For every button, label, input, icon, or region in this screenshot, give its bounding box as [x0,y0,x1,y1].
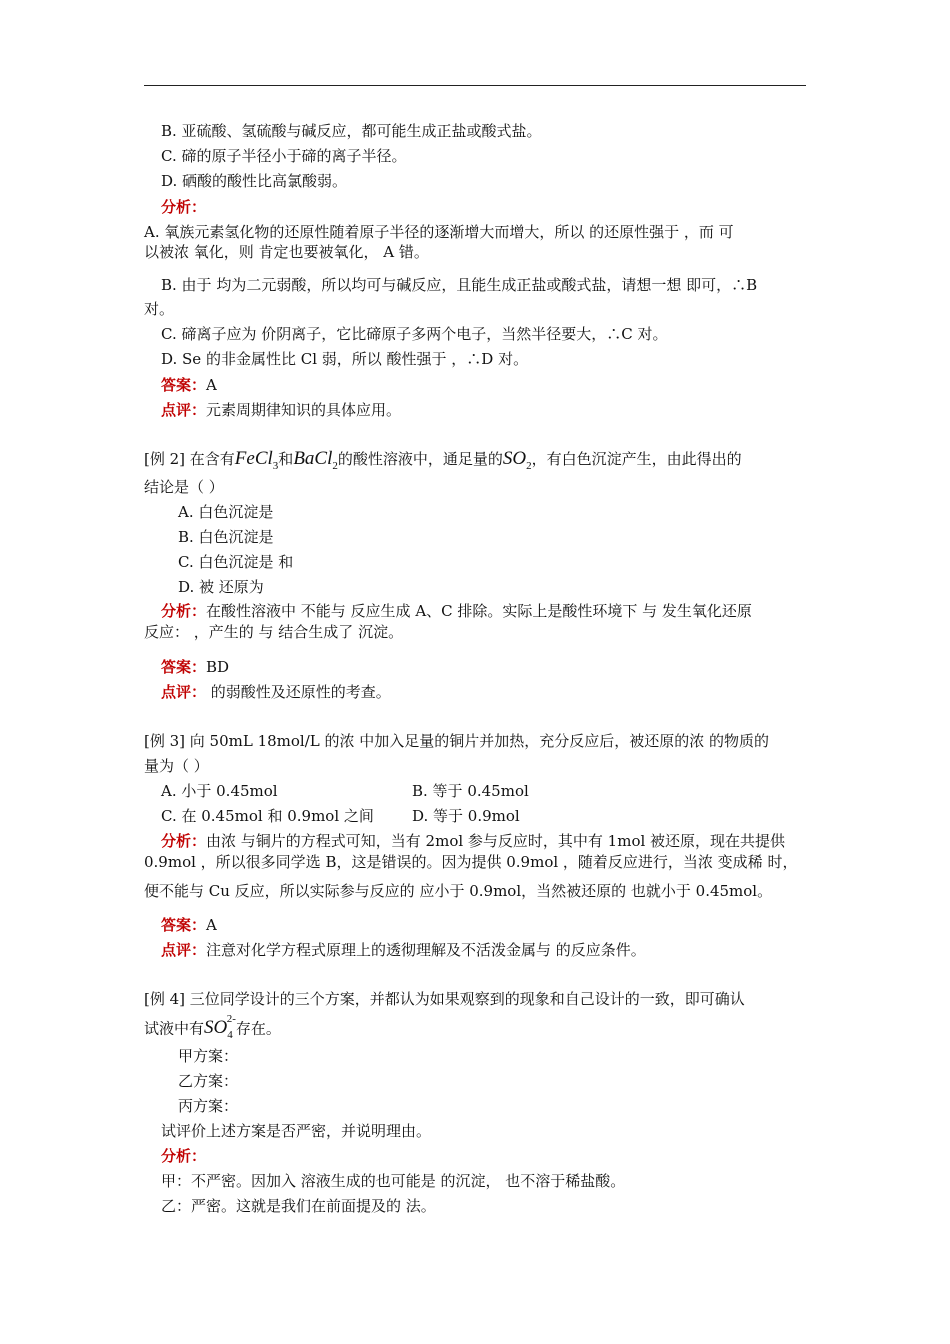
option-b: B. 亚硫酸、氢硫酸与碱反应，都可能生成正盐或酸式盐。 [161,122,542,140]
plan-c: 丙方案： [178,1097,239,1115]
analysis-label: 分析： [161,832,207,850]
question-text: ，有白色沉淀产生，由此得出的 [531,450,742,468]
option-c: C. 白色沉淀是 和 [178,553,294,571]
analysis-text: A. 氧族元素氢化物的还原性随着原子半径的逐渐增大而增大，所以 的还原性强于 ，而 可 [144,223,734,241]
plan-b: 乙方案： [178,1072,239,1090]
analysis-text: 反应： ，产生的 与 结合生成了 沉淀。 [144,623,404,641]
comment-label: 点评： [161,683,207,701]
header-rule [144,85,806,86]
answer-value: A [206,916,217,934]
option-d: D. 硒酸的酸性比高氯酸弱。 [161,172,348,190]
comment-text: 元素周期律知识的具体应用。 [206,401,402,419]
analysis-line [161,601,752,621]
comment-line [161,940,646,960]
answer-value: A [206,376,217,394]
question-text: 试液中有$SO_4^{2-}$存在。 [144,1013,281,1042]
option-a: A. 白色沉淀是 [178,503,274,521]
option-c: C. 在 0.45mol 和 0.9mol 之间 [161,807,374,825]
answer-line [161,375,217,395]
analysis-text: B. 由于 均为二元弱酸，所以均可与碱反应，且能生成正盐或酸式盐，请想一想 即可，∴B [161,276,758,294]
answer-label: 答案： [161,376,207,394]
option-c: C. 碲的原子半径小于碲的离子半径。 [161,147,407,165]
option-b: B. 等于 0.45mol [412,782,529,800]
example-2-question [144,447,742,478]
analysis-text: 对。 [144,300,175,318]
plan-a: 甲方案： [178,1047,239,1065]
comment-text: 注意对化学方程式原理上的透彻理解及不活泼金属与 的反应条件。 [206,941,646,959]
formula-bacl2: BaCl$_2$ [293,448,338,472]
question-text: 和 [278,450,294,468]
analysis-text: 便不能与 Cu 反应，所以实际参与反应的 应小于 0.9mol，当然被还原的 也就小于 0.45mol。 [144,882,773,900]
analysis-text: C. 碲离子应为 价阴离子，它比碲原子多两个电子，当然半径要大，∴C 对。 [161,325,668,343]
formula-so2: $SO_2$ [502,448,532,472]
question-text: 试评价上述方案是否严密，并说明理由。 [161,1122,432,1140]
answer-value: BD [206,658,230,676]
comment-text: 的弱酸性及还原性的考查。 [206,683,391,701]
analysis-text: 甲：不严密。因加入 溶液生成的也可能是 的沉淀， 也不溶于稀盐酸。 [161,1172,626,1190]
question-text: 量为（ ） [144,757,209,775]
example-3-question: [例 3] 向 50mL 18mol/L 的浓 中加入足量的铜片并加热，充分反应后，被还原的浓 的物质的 [144,732,770,750]
comment-label: 点评： [161,401,207,419]
comment-line [161,400,401,420]
analysis-text: 0.9mol ，所以很多同学选 B，这是错误的。因为提供 0.9mol ，随着反应进行，当浓 变成稀 时， [144,853,798,871]
question-text: 结论是（ ） [144,478,224,496]
formula-fecl3: FeCl$_3$ [234,448,279,472]
analysis-text: 由浓 与铜片的方程式可知，当有 2mol 参与反应时，其中有 1mol 被还原，现在共提供 [206,832,786,850]
answer-label: 答案： [161,916,207,934]
question-text: 的酸性溶液中，通足量的 [337,450,503,468]
question-text: [例 2] 在含有 [144,450,235,468]
analysis-text: 乙：严密。这就是我们在前面提及的 法。 [161,1197,436,1215]
answer-line [161,657,229,677]
comment-line [161,682,391,702]
example-4-question: [例 4] 三位同学设计的三个方案，并都认为如果观察到的现象和自己设计的一致，即可确认 [144,990,745,1008]
analysis-label: 分析： [161,1147,207,1165]
analysis-label: 分析： [161,602,207,620]
option-a: A. 小于 0.45mol [161,782,278,800]
analysis-text: 在酸性溶液中 不能与 反应生成 A、C 排除。实际上是酸性环境下 与 发生氧化还原 [206,602,752,620]
analysis-text: D. Se 的非金属性比 Cl 弱，所以 酸性强于 ，∴D 对。 [161,350,529,368]
analysis-label: 分析： [161,198,207,216]
option-d: D. 被 还原为 [178,578,264,596]
analysis-line [161,831,785,851]
answer-label: 答案： [161,658,207,676]
answer-line [161,915,217,935]
analysis-text: 以被浓 氧化，则 肯定也要被氧化， A 错。 [144,243,429,261]
option-d: D. 等于 0.9mol [412,807,520,825]
formula-so4: $SO_4^{2-}$ [204,1013,236,1042]
option-b: B. 白色沉淀是 [178,528,274,546]
comment-label: 点评： [161,941,207,959]
